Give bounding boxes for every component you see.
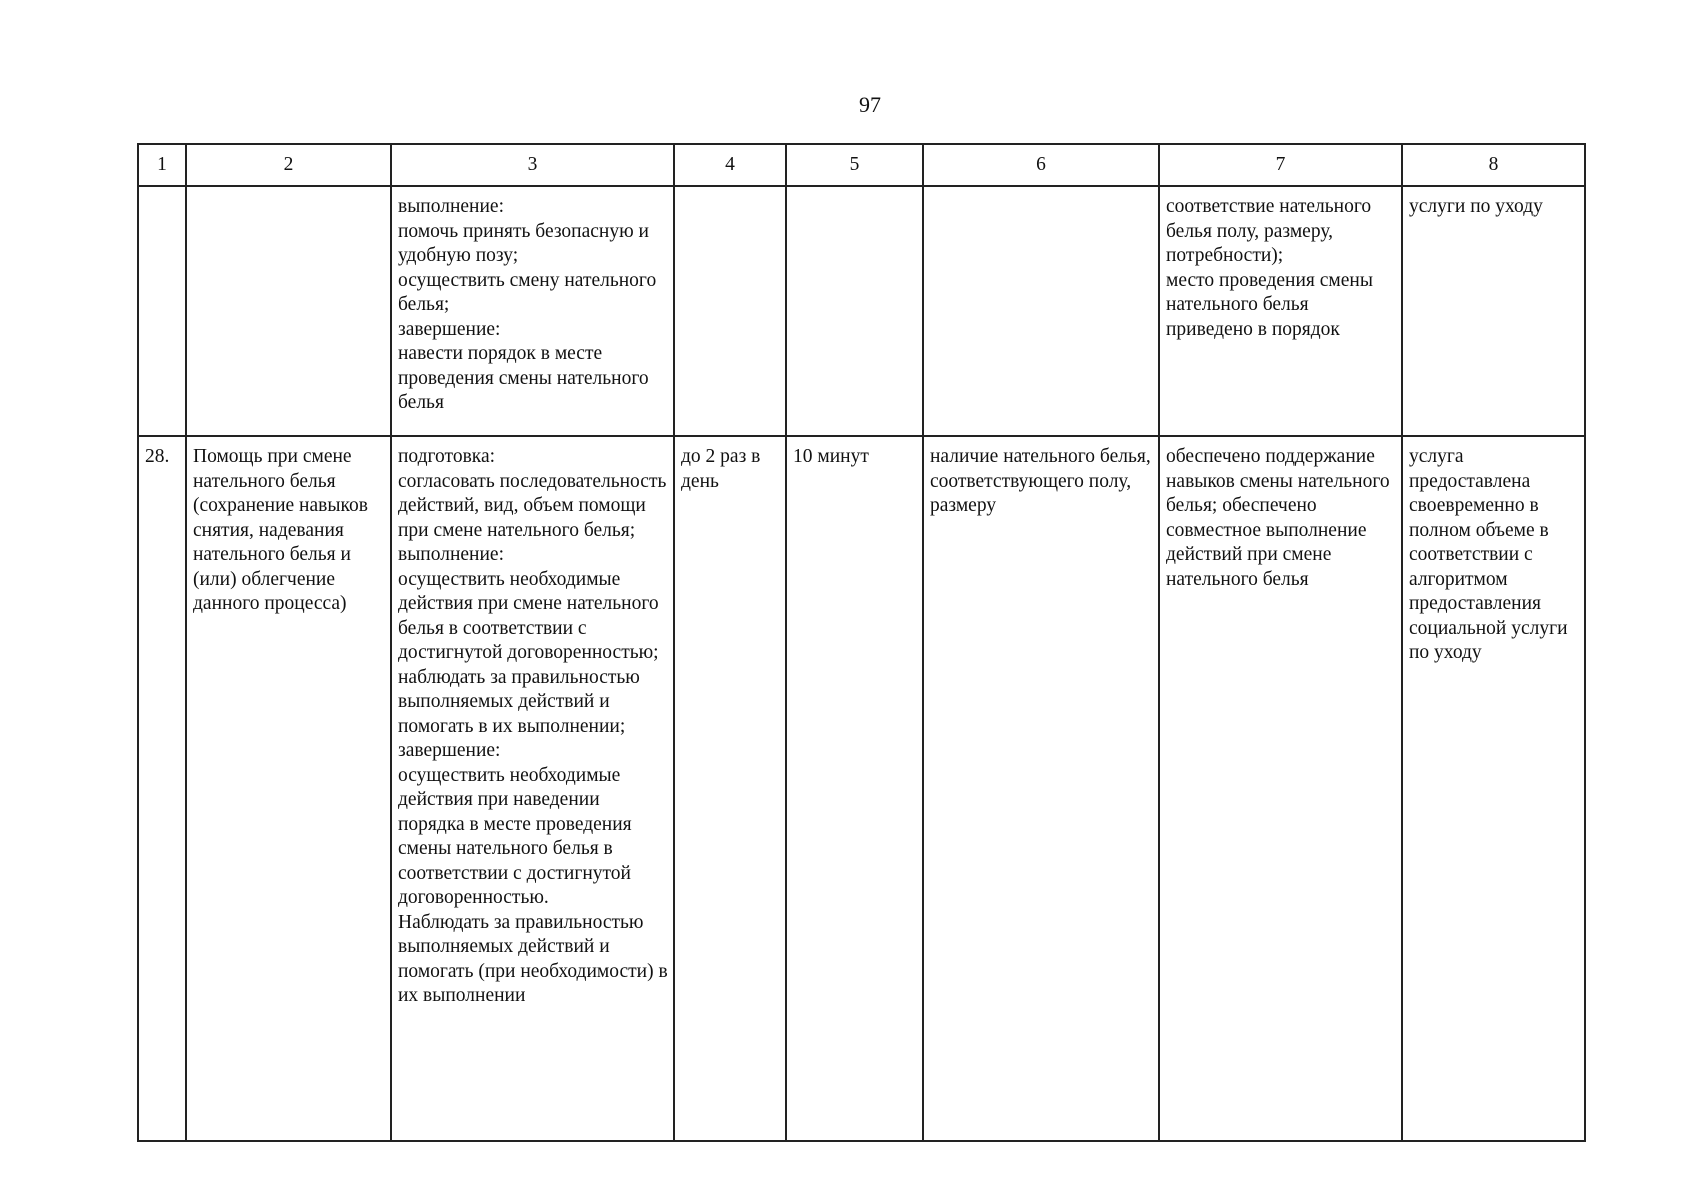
services-table — [137, 143, 1586, 1142]
row-number-cell: 28. — [138, 436, 186, 1141]
conditions-cell — [923, 186, 1159, 436]
service-name-cell — [186, 186, 391, 436]
conditions-cell: наличие нательного белья, соответствующего полу, размеру — [923, 436, 1159, 1141]
table-header-row — [138, 144, 1585, 186]
column-header-7: 7 — [1159, 144, 1402, 186]
duration-cell: 10 минут — [786, 436, 923, 1141]
table-row — [138, 186, 1585, 436]
duration-cell — [786, 186, 923, 436]
column-header-8: 8 — [1402, 144, 1585, 186]
service-steps-cell: выполнение: помочь принять безопасную и удобную позу; осуществить смену нательного белья; завершение: навести порядок в месте проведения смены нательного белья — [391, 186, 674, 436]
column-header-5: 5 — [786, 144, 923, 186]
column-header-6: 6 — [923, 144, 1159, 186]
table-row — [138, 436, 1585, 1141]
quality-indicators-cell: обеспечено поддержание навыков смены нательного белья; обеспечено совместное выполнение действий при смене нательного белья — [1159, 436, 1402, 1141]
column-header-2: 2 — [186, 144, 391, 186]
column-header-3: 3 — [391, 144, 674, 186]
service-name-cell: Помощь при смене нательного белья (сохранение навыков снятия, надевания нательного белья и (или) облегчение данного процесса) — [186, 436, 391, 1141]
page-number: 97 — [859, 92, 881, 117]
service-steps-cell: подготовка: согласовать последовательность действий, вид, объем помощи при смене нательного белья; выполнение: осуществить необходимые действия при смене нательного белья в соответствии с достигнутой договоренностью; наблюдать за правильностью выполняемых действий и помогать в их выполнении; завершение: осуществить необходимые действия при наведении порядка в месте проведения смены нательного белья в соответствии с достигнутой договоренностью. Наблюдать за правильностью выполняемых действий и помогать (при необходимости) в их выполнении — [391, 436, 674, 1141]
frequency-cell — [674, 186, 786, 436]
evaluation-cell: услуги по уходу — [1402, 186, 1585, 436]
quality-indicators-cell: соответствие нательного белья полу, размеру, потребности); место проведения смены нательного белья приведено в порядок — [1159, 186, 1402, 436]
column-header-1: 1 — [138, 144, 186, 186]
row-number-cell — [138, 186, 186, 436]
frequency-cell: до 2 раз в день — [674, 436, 786, 1141]
column-header-4: 4 — [674, 144, 786, 186]
evaluation-cell: услуга предоставлена своевременно в полном объеме в соответствии с алгоритмом предоставления социальной услуги по уходу — [1402, 436, 1585, 1141]
